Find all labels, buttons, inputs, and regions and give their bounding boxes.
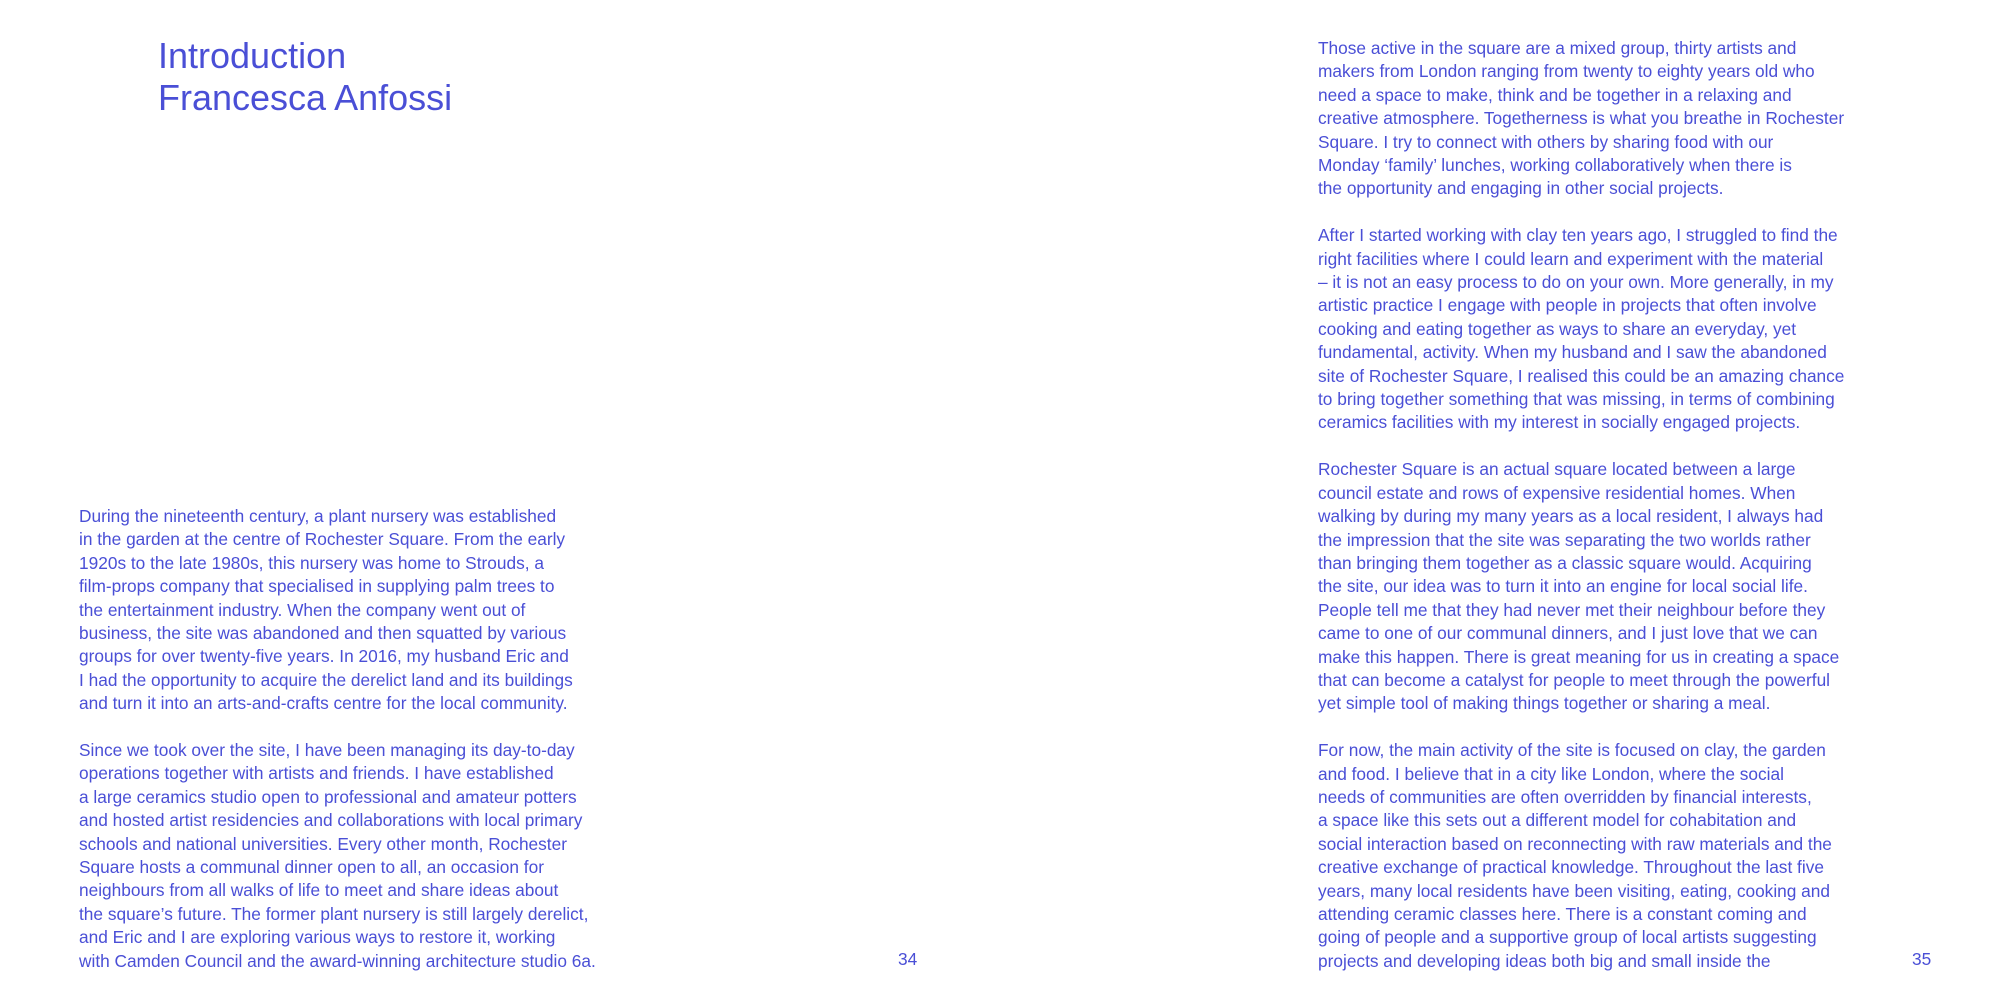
chapter-title (158, 35, 452, 119)
page-number-left: 34 (898, 949, 918, 969)
paragraph: During the nineteenth century, a plant nursery was established in the garden at the centre of Rochester Square. From the early 1920s to the late 1980s, this nursery was home to Strouds, a film-props company that specialised in supplying palm trees to the entertainment industry. When the company went out of business, the site was abandoned and then squatted by various groups for over twenty-five years. In 2016, my husband Eric and I had the opportunity to acquire the derelict land and its buildings and turn it into an arts-and-crafts centre for the local community. (79, 506, 573, 714)
paragraph: Rochester Square is an actual square located between a large council estate and rows of expensive residential homes. When walking by during my many years as a local resident, I always had the impression that the site was separating the two worlds rather than bringing them together as a classic square would. Acquiring the site, our idea was to turn it into an engine for local social life. People tell me that they had never met their neighbour before they came to one of our communal dinners, and I just love that we can make this happen. There is great meaning for us in creating a space that can become a catalyst for people to meet through the powerful yet simple tool of making things together or sharing a meal. (1318, 459, 1840, 714)
paragraph: For now, the main activity of the site is focused on clay, the garden and food. I believe that in a city like London, where the social needs of communities are often overridden by financial interests, a space like this sets out a different model for cohabitation and social interaction based on reconnecting with raw materials and the creative exchange of practical knowledge. Throughout the last five years, many local residents have been visiting, eating, cooking and attending ceramic classes here. There is a constant coming and going of people and a supportive group of local artists suggesting projects and developing ideas both big and small inside the (1318, 740, 1832, 971)
right-page (1000, 0, 2000, 1000)
paragraph: Since we took over the site, I have been managing its day-to-day operations together with artists and friends. I have established a large ceramics studio open to professional and amateur potters and hosted artist residencies and collaborations with local primary schools and national universities. Every other month, Rochester Square hosts a communal dinner open to all, an occasion for neighbours from all walks of life to meet and share ideas about the square’s future. The former plant nursery is still largely derelict, and Eric and I are exploring various ways to restore it, working with Camden Council and the award-winning architecture studio 6a. (79, 740, 596, 971)
paragraph: After I started working with clay ten years ago, I struggled to find the right facilities where I could learn and experiment with the material – it is not an easy process to do on your own. More generally, in my artistic practice I engage with people in projects that often involve cooking and eating together as ways to share an everyday, yet fundamental, activity. When my husband and I saw the abandoned site of Rochester Square, I realised this could be an amazing chance to bring together something that was missing, in terms of combining ceramics facilities with my interest in socially engaged projects. (1318, 225, 1845, 433)
paragraph: Those active in the square are a mixed group, thirty artists and makers from London ranging from twenty to eighty years old who need a space to make, think and be together in a relaxing and creative atmosphere. Togetherness is what you breathe in Rochester Square. I try to connect with others by sharing food with our Monday ‘family’ lunches, working collaboratively when there is the opportunity and engaging in other social projects. (1318, 38, 1845, 199)
page-number-right: 35 (1912, 949, 1932, 969)
chapter-author-line: Francesca Anfossi (158, 77, 453, 118)
right-text-column (1318, 37, 1878, 973)
chapter-title-line-1: Introduction (158, 35, 347, 76)
left-text-column (79, 505, 639, 973)
